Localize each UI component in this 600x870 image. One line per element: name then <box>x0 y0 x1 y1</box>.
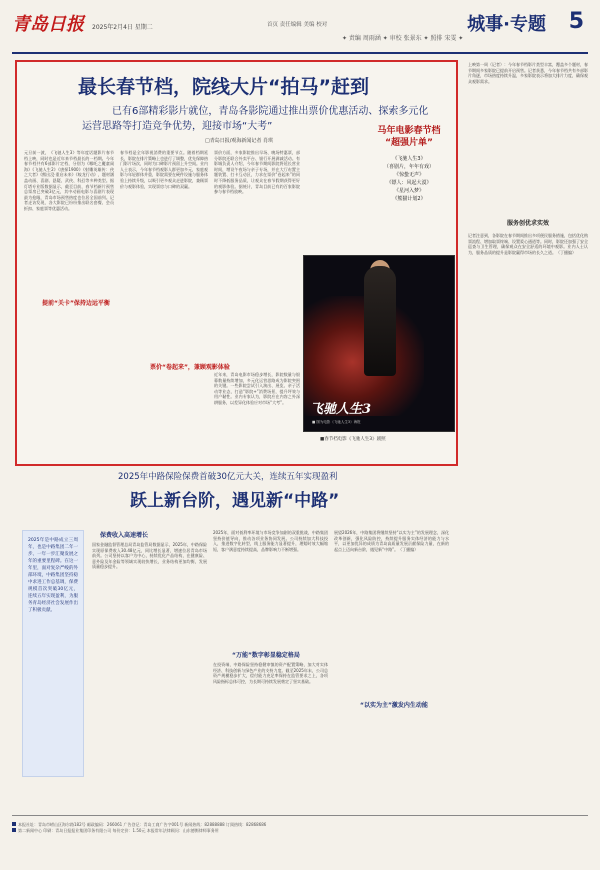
lead-headline: 最长春节档，院线大片“拍马”赶到 <box>78 76 369 98</box>
section-title: 城事·专题 <box>467 14 546 35</box>
footer-line-2 <box>12 828 588 834</box>
masthead <box>12 6 588 52</box>
second-column-3: 在投资端，中路保险坚持稳健审慎的资产配置策略，加大对实体经济、科技创新与绿色产业的支持力度。截至2025年末，公司总资产规模稳步扩大，偿付能力充足率保持在监管要求之上，各项风险指标总体可控，为长期可持续发展奠定了坚实基础。 <box>213 662 328 684</box>
second-section-head-3: “以实为主”激发内生动能 <box>360 702 428 709</box>
right-column-text-1: 上映第一周（记者）：今年春节档影片类型丰富，覆盖多个题材，春节期间多家影院已提前开启预售。记者获悉，今年春节档共有多部影片角逐，市场热度持续升温，多家影院表示将加大排片力度，确保观众观影需求。 <box>468 62 588 84</box>
right-column-text-2: 记者注意到，各影院在春节期间推出多项便民服务措施，包括优化购票流程、增加取票终端、设置爱心通道等。同时，影院还加强了安全巡查与卫生管理，确保观众在安全舒适的环境中观影。业内人士认为，服务品质的提升是影院赢得市场的长久之道。（丁播编） <box>468 233 588 255</box>
poster-title: 飞驰人生3 <box>310 402 372 417</box>
movie-item: 《惊蛰无声》 <box>393 172 424 178</box>
movie-item: 《熊猫计划2》 <box>392 196 426 202</box>
dateline: 2025年2月4日 星期二 <box>92 24 153 31</box>
lead-section-head-1: 提前“关卡”保持边远平衡 <box>42 300 110 307</box>
right-column <box>468 62 588 433</box>
sidebar-title-1: 马年电影春节档 <box>377 126 441 136</box>
movie-item: 《飞驰人生3》 <box>392 156 426 162</box>
lead-column-1: 元旦前一波，《飞驰人生3》等年度话题影片春节档上映，同时也是近年来节档最长的一档期。今年春节档共有6部影片定档，分别为《哪吒之魔童闹海》《飞驰人生2》《唐探1900》《射雕英雄传：侠之大者》《熊出没·重启未来》《蛟龙行动》，题材涵盖动画、喜剧、悬疑、武侠、科幻等多种类型。据灯塔专业版数据显示，截至目前，春节档新片预售总票房已突破3亿元，其中动画电影与喜剧片表现最为抢眼，青岛市场预售热度也位居全国前列。记者走访发现，各大影院已纷纷推出联名套餐、会员折扣、家庭票等优惠活动。 <box>24 150 114 211</box>
movie-poster-image <box>303 255 455 432</box>
poster-caption: ■ 图为电影《飞驰人生3》海报 <box>312 420 361 424</box>
second-column-2: 2025年，面对低利率环境与市场竞争加剧的双重挑战，中路集团坚持价值导向，推动各项业务协同发展。公司持续加大科技投入，推进数字化转型，线上服务能力显著提升，理赔时效大幅缩短，客户满意度持续提高，品牌影响力不断增强。 <box>213 530 328 552</box>
movie-item: （喜剧片，年年有戏） <box>383 164 434 170</box>
lead-subheadline-1: 已有6部精彩影片就位，青岛各影院通过推出票价优惠活动、探索多元化 <box>112 106 429 117</box>
footer-line-2-text: 第二新闻中心 印刷：青岛日报报业集团印务有限公司 每份定价：1.50元 本报常年法律顾问：山东德衡律师事务所 <box>18 828 219 833</box>
lead-column-4: 近年来，青岛电影市场稳步增长，影院数量与银幕数量持续增加，多元化运营思路成为影院突围的关键。一些影院尝试引入演出、展览、亲子活动等业态，打造“影院+”消费场景，提升坪效与用户黏性。业内专家认为，影院应在内容之外深耕服务，以差异化体验应对市场“大考”。 <box>214 372 300 405</box>
second-story-headline: 跃上新台阶，遇见新“中路” <box>130 491 340 511</box>
editor-tags: ✦ 责编 周雨涵 ✦ 审校 张景东 ✦ 照排 宋雯 ✦ <box>342 35 464 42</box>
photo-caption: ■春节档电影《飞驰人生3》剧照 <box>320 437 386 442</box>
newspaper-logo: 青岛日报 <box>12 14 84 35</box>
poster-figure-body <box>364 266 396 376</box>
lead-byline: □青岛日报/观海新闻记者 肖琪 <box>205 138 273 144</box>
movie-item: 《星河入梦》 <box>393 188 424 194</box>
second-sidebar-text: 2025年是中路成立三周年，也是中路集团二年一步、一年一步汇聚发展之年的重要里程碑。在这一年里，面对复杂严峻的外部环境，中路集团坚持稳中求进工作总基调，保费规模首次突破30亿元，连续五年实现盈利，为服务青岛经济社会发展作出了积极贡献。 <box>28 538 78 613</box>
footer-line-1-text: 本报社址：青岛市崂山区海尔路182号 邮政编码：266061 广告登记：青岛工商广告字001号 新闻热线：82888888 订阅热线：82868686 <box>18 822 267 827</box>
right-column-subhead: 服务创优求实效 <box>506 220 549 227</box>
masthead-divider <box>12 52 588 54</box>
page-number: 5 <box>568 9 584 34</box>
second-story-overline: 2025年中路保险保费首破30亿元大关，连续五年实现盈利 <box>118 472 338 482</box>
second-column-4a: 展望2026年，中路集团将继续坚持“以实为主”的发展理念，深化改革创新，强化风险防控，持续提升服务实体经济的能力与水平，以更加优异的成绩为青岛高质量发展贡献保险力量，在新的起点上迈向新台阶，遇见新“中路”。（丁播编） <box>334 530 449 552</box>
lead-column-2: 春节档是全年影视消费的重要节点。随着档期延长，影院在排片策略上也进行了调整，优先保障热门影片场次，同时为口碑影片预留上升空间。业内人士表示，今年春节档观影人群更加多元，家庭观影与年轻群体并重，影院需要在硬件设施与服务体验上持续升级，以吸引更多观众走进影院，兼顾票价与观影体验，实现票房与口碑的双赢。 <box>120 150 208 189</box>
movie-item: 《镖人：风起大漠》 <box>386 180 432 186</box>
second-section-head-1: 保费收入高速增长 <box>100 532 149 539</box>
movie-lineup-sidebar <box>365 125 453 203</box>
lead-section-head-2: 票价“卷起来”，兼顾观影体验 <box>150 364 230 371</box>
lead-subheadline-2: 运营思路等打造竞争优势，迎接市场“大考” <box>82 121 273 132</box>
page-footer <box>12 815 588 864</box>
lead-column-3: 票价方面，多家影院推出早场、晚场特惠票，部分影院还联合外卖平台、银行开展满减活动。有影城负责人介绍，今年春节期间影院将延长营业时间，增设午夜场与亲子专场，并在大厅布置主题装置、打卡互动区，力求在票价“卷起来”的同时不降低服务品质，让观众在春节假期获得更好的观影体验。据统计，青岛目前已有约百家影院参与春节档放映。 <box>214 150 300 195</box>
second-column-1: 国家金融监督管理总局青岛监管局数据显示，2025年，中路保险实现原保费收入30.48亿元，同比增长显著，增速位居青岛市场前列。公司坚持以客户为中心，持续优化产品结构，在健康险、意外险及年金险等领域实现较快增长，业务结构更加均衡，发展质量稳步提升。 <box>92 542 207 570</box>
sidebar-title-2: “超强片单” <box>385 138 433 148</box>
second-story-sidebar <box>22 530 84 777</box>
footer-marker-icon <box>12 828 16 832</box>
footer-marker-icon <box>12 822 16 826</box>
editor-info: 首页 责任编辑 美编 校对 <box>267 22 328 28</box>
second-section-head-2: “万能”数字彰显稳定格局 <box>232 652 300 659</box>
